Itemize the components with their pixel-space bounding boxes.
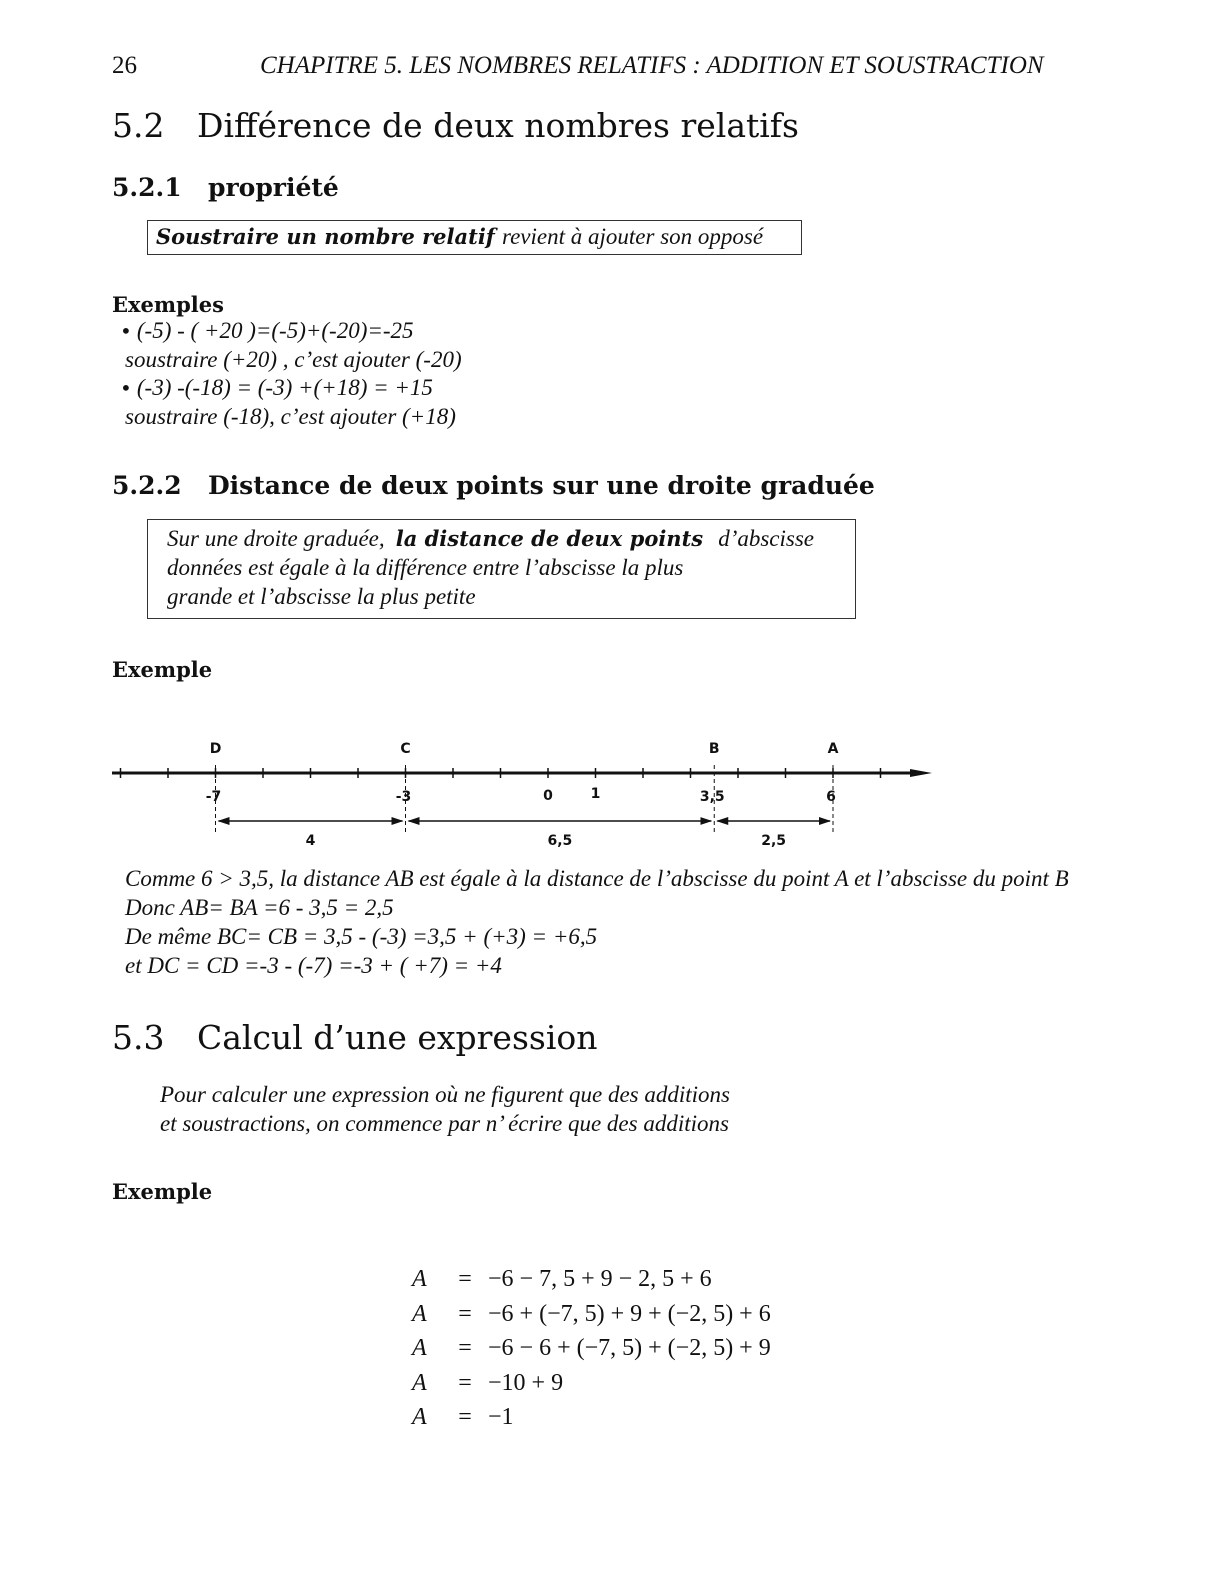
distance-arrows bbox=[219, 821, 831, 849]
definition-bold: la distance de deux points bbox=[395, 526, 704, 551]
definition-text: d’abscisse bbox=[718, 526, 815, 551]
point-name: D bbox=[209, 741, 222, 757]
property-text: revient à ajouter son opposé bbox=[502, 224, 764, 249]
bullet: • bbox=[120, 376, 132, 400]
origin-label: 0 bbox=[543, 788, 553, 804]
point-abscissa-label: -3 bbox=[395, 789, 412, 805]
number-line-figure bbox=[0, 720, 1224, 860]
section-title: Calcul d’une expression bbox=[197, 1018, 598, 1057]
examples-label: Exemples bbox=[112, 292, 224, 317]
equation-row: A = −1 bbox=[412, 1404, 514, 1430]
explanation-line: De même BC= CB = 3,5 - (-3) =3,5 + (+3) = +6,5 bbox=[125, 924, 598, 949]
section-number: 5.2 bbox=[112, 106, 165, 145]
subsection-number: 5.2.1 bbox=[112, 173, 182, 202]
example-line bbox=[120, 318, 414, 344]
explanation-line: Comme 6 > 3,5, la distance AB est égale à la distance de l’abscisse du point A et l’abscisse du point B bbox=[125, 866, 1069, 891]
property-bold: Soustraire un nombre relatif bbox=[156, 224, 495, 249]
example-note: soustraire (-18), c’est ajouter (+18) bbox=[125, 404, 456, 429]
distance-label: 4 bbox=[305, 833, 316, 849]
example-label: Exemple bbox=[112, 1179, 213, 1204]
subsection-title: Distance de deux points sur une droite graduée bbox=[208, 471, 875, 500]
explanation-line: et DC = CD =-3 - (-7) =-3 + ( +7) = +4 bbox=[125, 953, 502, 978]
bullet: • bbox=[120, 319, 132, 343]
page-number: 26 bbox=[112, 52, 137, 79]
distance-label: 6,5 bbox=[547, 833, 573, 849]
equation-block bbox=[412, 1262, 771, 1435]
example-line bbox=[120, 375, 433, 401]
explanation-line: Donc AB= BA =6 - 3,5 = 2,5 bbox=[125, 895, 394, 920]
definition-text: Sur une droite graduée, bbox=[167, 526, 385, 551]
unit-label: 1 bbox=[590, 786, 601, 802]
axis-arrowhead bbox=[910, 769, 932, 777]
section-number: 5.3 bbox=[112, 1018, 165, 1057]
example-note: soustraire (+20) , c’est ajouter (-20) bbox=[125, 347, 462, 372]
point-name: C bbox=[400, 741, 411, 757]
subsection-title: propriété bbox=[208, 173, 339, 202]
equation-row: A = −10 + 9 bbox=[412, 1369, 564, 1396]
distance-label: 2,5 bbox=[761, 833, 787, 849]
equation-row: A = −6 − 7, 5 + 9 − 2, 5 + 6 bbox=[412, 1266, 712, 1292]
point-abscissa-label: -7 bbox=[205, 789, 222, 805]
example-expression: (-3) -(-18) = (-3) +(+18) = +15 bbox=[136, 375, 433, 400]
section-title: Différence de deux nombres relatifs bbox=[197, 106, 799, 145]
method-line-1: Pour calculer une expression où ne figurent que des additions bbox=[160, 1082, 731, 1107]
example-expression: (-5) - ( +20 )=(-5)+(-20)=-25 bbox=[136, 318, 414, 343]
point-abscissa-label: 3,5 bbox=[699, 789, 725, 805]
definition-line-3: grande et l’abscisse la plus petite bbox=[167, 584, 476, 609]
running-header: CHAPITRE 5. LES NOMBRES RELATIFS : ADDITION ET SOUSTRACTION bbox=[260, 52, 1044, 79]
subsection-number: 5.2.2 bbox=[112, 471, 182, 500]
point-name: B bbox=[708, 741, 720, 757]
equation-row: A = −6 − 6 + (−7, 5) + (−2, 5) + 9 bbox=[412, 1335, 771, 1361]
definition-line-2: données est égale à la différence entre l’abscisse la plus bbox=[167, 555, 684, 580]
point-name: A bbox=[827, 741, 839, 757]
property-box bbox=[147, 220, 802, 255]
definition-line-1 bbox=[167, 526, 814, 552]
method-line-2: et soustractions, on commence par n’ écrire que des additions bbox=[160, 1111, 729, 1136]
equation-row: A = −6 + (−7, 5) + 9 + (−2, 5) + 6 bbox=[412, 1300, 771, 1327]
definition-box bbox=[147, 519, 856, 619]
point-abscissa-label: 6 bbox=[826, 789, 836, 805]
example-label: Exemple bbox=[112, 657, 213, 682]
